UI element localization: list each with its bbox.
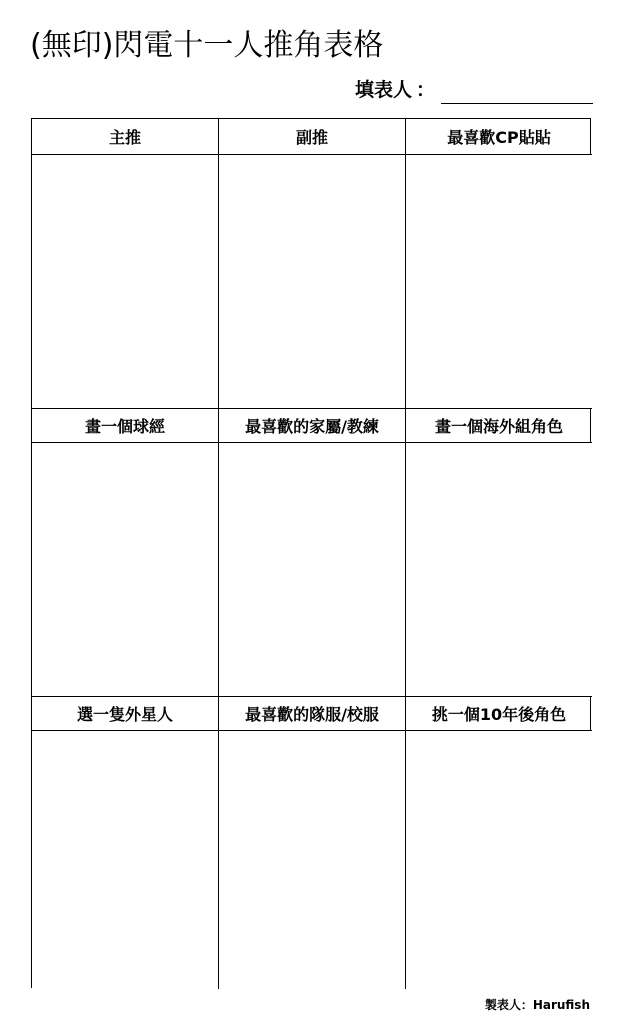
drawing-box[interactable] — [406, 731, 592, 989]
credit-text: 製表人：Harufish — [484, 998, 590, 1012]
header-alien: 選一隻外星人 — [32, 697, 219, 731]
character-grid — [31, 118, 591, 988]
header-favorite-cp: 最喜歡CP貼貼 — [406, 119, 592, 155]
drawing-box[interactable] — [219, 155, 406, 409]
header-main-favorite: 主推 — [32, 119, 219, 155]
drawing-box[interactable] — [406, 155, 592, 409]
filler-colon: ： — [415, 79, 435, 101]
drawing-box[interactable] — [32, 443, 219, 697]
page-title: (無印)閃電十一人推角表格 — [30, 28, 384, 63]
header-ten-years-later: 挑一個10年後角色 — [406, 697, 592, 731]
drawing-box[interactable] — [219, 731, 406, 989]
filler-field — [355, 76, 593, 104]
drawing-box[interactable] — [32, 731, 219, 989]
drawing-box[interactable] — [32, 155, 219, 409]
filler-label: 填表人 — [354, 79, 412, 101]
header-manager: 畫一個球經 — [32, 409, 219, 443]
header-uniform: 最喜歡的隊服/校服 — [219, 697, 406, 731]
header-second-favorite: 副推 — [219, 119, 406, 155]
header-overseas-character: 畫一個海外組角色 — [406, 409, 592, 443]
filler-blank-line[interactable] — [441, 81, 593, 104]
drawing-box[interactable] — [219, 443, 406, 697]
header-family-coach: 最喜歡的家屬/教練 — [219, 409, 406, 443]
drawing-box[interactable] — [406, 443, 592, 697]
